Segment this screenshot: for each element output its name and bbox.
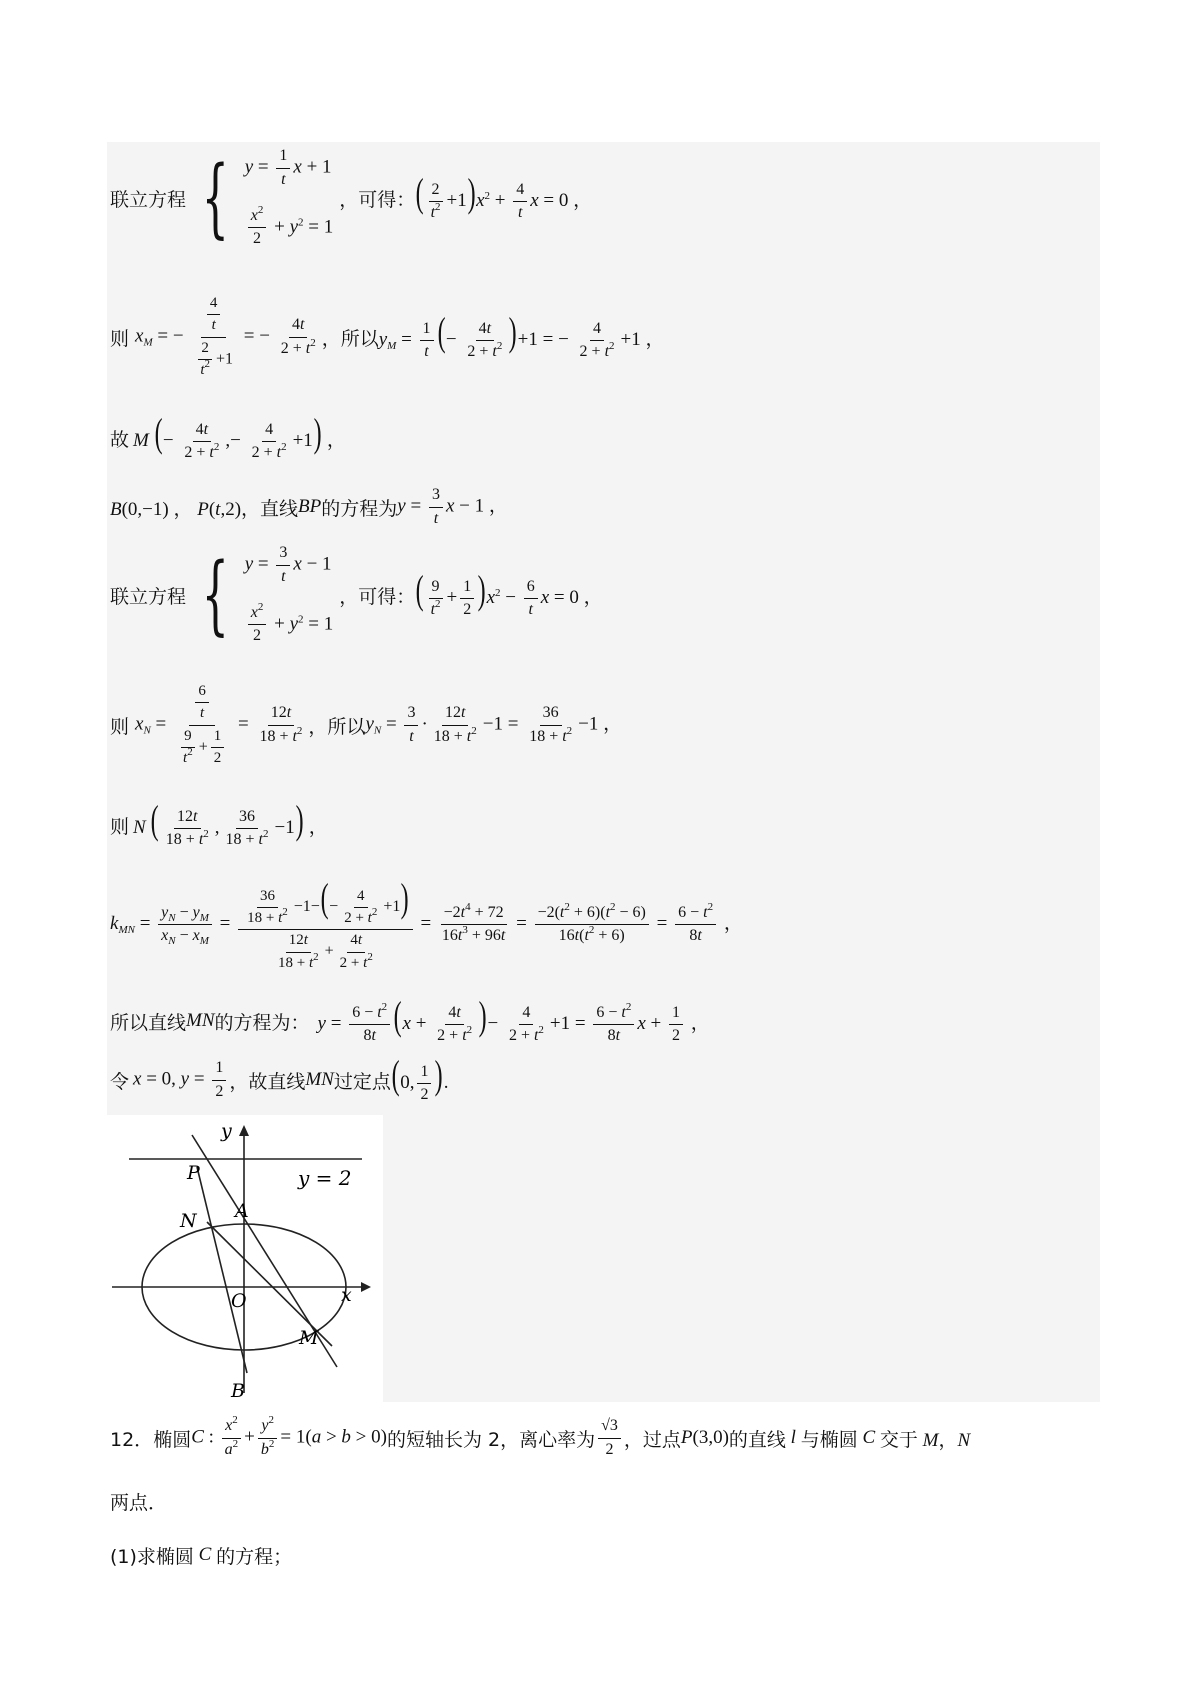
equation-point-m: M (− $\frac{4t}{2 + t^2}$ ,− $\frac{4}{2 + t^2}$ +1) ， xyxy=(133,410,346,462)
line-system-2 xyxy=(110,544,603,645)
line-bp xyxy=(110,482,508,532)
equation-xm: $x_M$ = − $\frac{4}{t}$ $\frac{2}{t^2}$ +1 = − $\frac{4t}{2 + t^2}$ xyxy=(135,295,316,378)
text-fangcheng-2: 的方程为： xyxy=(214,1011,310,1034)
label-b: B xyxy=(231,1380,245,1402)
equation-line-bp: y = $\frac{3}{t}$ x − 1 ， xyxy=(397,486,508,527)
question-text-3: ，过点 xyxy=(623,1428,681,1451)
question-text-7: 两点． xyxy=(110,1491,168,1514)
question-12 xyxy=(110,1408,970,1468)
equation-quadratic-2: ( $\frac{9}{t^2}$ + $\frac{1}{2}$ )$x^2$ − $\frac{6}{t}$ x = 0 ， xyxy=(415,567,603,619)
equation-eccentricity: $\frac{√3}{2}$ xyxy=(595,1417,624,1459)
equation-quadratic-1: ( $\frac{2}{t^2}$ $+1)x^2$ + $\frac{4}{t}$ x = 0 ， xyxy=(415,170,593,222)
text-bp: BP xyxy=(298,496,322,517)
line-xm xyxy=(110,292,665,382)
x-axis-arrow xyxy=(361,1282,371,1292)
text-kede-1: ，可得： xyxy=(339,188,416,211)
equation-fixed-point: (0, $\frac{1}{2}$ ). xyxy=(391,1052,449,1104)
text-mn-2: MN xyxy=(305,1069,334,1090)
equation-let-x: x = 0, y = $\frac{1}{2}$ xyxy=(133,1059,229,1101)
text-ze-3: 则 xyxy=(110,815,130,838)
question-text-6: 交于 xyxy=(879,1428,918,1451)
question-text-4: 的直线 xyxy=(728,1428,786,1451)
equation-point-n: N ( $\frac{12t}{18 + t^2}$ , $\frac{36}{18 + t^2}$ −1) ， xyxy=(133,797,328,849)
ellipse-diagram xyxy=(107,1115,383,1403)
label-y: y xyxy=(221,1120,232,1142)
line-point-n xyxy=(110,795,328,855)
label-p: P xyxy=(187,1162,200,1184)
y-axis-arrow xyxy=(239,1125,249,1136)
text-guo-dingdian: 过定点 xyxy=(333,1070,391,1093)
question-text-5: 与椭圆 xyxy=(800,1428,858,1451)
question-number: 12． xyxy=(110,1428,154,1451)
equation-slope-mn: $k_{MN}$ = $\frac{y_N - y_M}{x_N - x_M}$ = $\frac{36}{18 + t^2}$ −1−(− $\frac{4}{2 + t^2}$ +1) $\frac{12t}{18 + t^2}$ + $\frac{4t}{2 + t^2}$ = $\frac{-2t^4 + 72}{16t^3 + 96t}$ = $\frac{-2(t^2 + 6)(t^2 - 6)}{16t(t^2 + 6)}$ = $\frac{6 - t^2}{8t}$ ， xyxy=(110,875,743,971)
line-slope-mn xyxy=(110,870,743,980)
equation-xn: $x_N$ = $\frac{6}{t}$ $\frac{9}{t^2}$ + $\frac{1}{2}$ = $\frac{12t}{18 + t^2}$ xyxy=(135,683,303,766)
label-x: x xyxy=(341,1284,352,1306)
line-mn-equation xyxy=(110,993,710,1049)
equation-ellipse: C : $\frac{x^2}{a^2}$ + $\frac{y^2}{b^2}$ = 1(a > b > 0) xyxy=(191,1414,387,1458)
ellipse-figure xyxy=(107,1115,383,1403)
equation-point-p: P(3,0) xyxy=(680,1427,729,1448)
text-gu: 故 xyxy=(110,428,130,451)
text-suoyi-zhixian: 所以直线 xyxy=(110,1011,187,1034)
line-xn xyxy=(110,680,622,770)
brace-1: { xyxy=(201,148,230,248)
question-12-cont xyxy=(110,1486,167,1516)
question-12-part1 xyxy=(110,1540,292,1570)
text-ze-1: 则 xyxy=(110,327,130,350)
text-suoyi-2: ，所以 xyxy=(308,715,366,738)
line-point-m xyxy=(110,408,346,468)
label-n: N xyxy=(180,1210,197,1232)
text-kede-2: ，可得： xyxy=(339,585,416,608)
text-mn-1: MN xyxy=(186,1010,215,1031)
label-m: M xyxy=(299,1327,319,1349)
part1-end: 的方程； xyxy=(216,1545,293,1568)
equation-yn: $y_N$ = $\frac{3}{t}$ · $\frac{12t}{18 + t^2}$ −1 = $\frac{36}{18 + t^2}$ −1 ， xyxy=(365,704,623,745)
text-ling: 令 xyxy=(110,1070,130,1093)
label-a: A xyxy=(235,1200,249,1222)
text-mn-3: M，N xyxy=(917,1429,971,1451)
equation-line-mn: y = $\frac{6 - t^2}{8t}$ (x + $\frac{4t}{2 + t^2}$ )− $\frac{4}{2 + t^2}$ +1 = $\frac{6 - t^2}{8t}$ x + $\frac{1}{2}$ ， xyxy=(317,993,710,1045)
text-c-2: C xyxy=(193,1544,217,1565)
line-system-1 xyxy=(110,147,593,248)
label-o: O xyxy=(231,1290,247,1312)
part1-text: (1)求椭圆 xyxy=(110,1545,194,1568)
text-liangli-2: 联立方程 xyxy=(110,585,187,608)
line-fixed-point xyxy=(110,1053,449,1107)
text-ze-2: 则 xyxy=(110,715,130,738)
question-text-1: 椭圆 xyxy=(153,1428,192,1451)
label-line-y2: y = 2 xyxy=(298,1166,352,1190)
text-fangcheng-1: 的方程为 xyxy=(321,497,398,520)
equation-system-2: y = $\frac{3}{t}$ x − 1 $\frac{x^2}{2}$ + $y^2 = 1$ xyxy=(244,544,334,645)
text-gu-zhixian: ，故直线 xyxy=(229,1070,306,1093)
text-c: C xyxy=(857,1427,880,1448)
text-l: l xyxy=(785,1427,801,1448)
equation-ym: $y_M$ = $\frac{1}{t}$ (− $\frac{4t}{2 + t^2}$ )+1 = − $\frac{4}{2 + t^2}$ +1 ， xyxy=(378,309,665,361)
line-pb xyxy=(197,1167,247,1373)
equation-points-bp: B(0,−1) ， P(t,2) xyxy=(110,498,242,520)
text-liangli-1: 联立方程 xyxy=(110,188,187,211)
question-text-2: 的短轴长为 2，离心率为 xyxy=(386,1428,596,1451)
text-suoyi-1: ，所以 xyxy=(321,327,379,350)
brace-2: { xyxy=(201,545,230,645)
equation-system-1: y = $\frac{1}{t}$ x + 1 $\frac{x^2}{2}$ + $y^2 = 1$ xyxy=(244,147,334,248)
text-zhixian-1: ，直线 xyxy=(241,497,299,520)
